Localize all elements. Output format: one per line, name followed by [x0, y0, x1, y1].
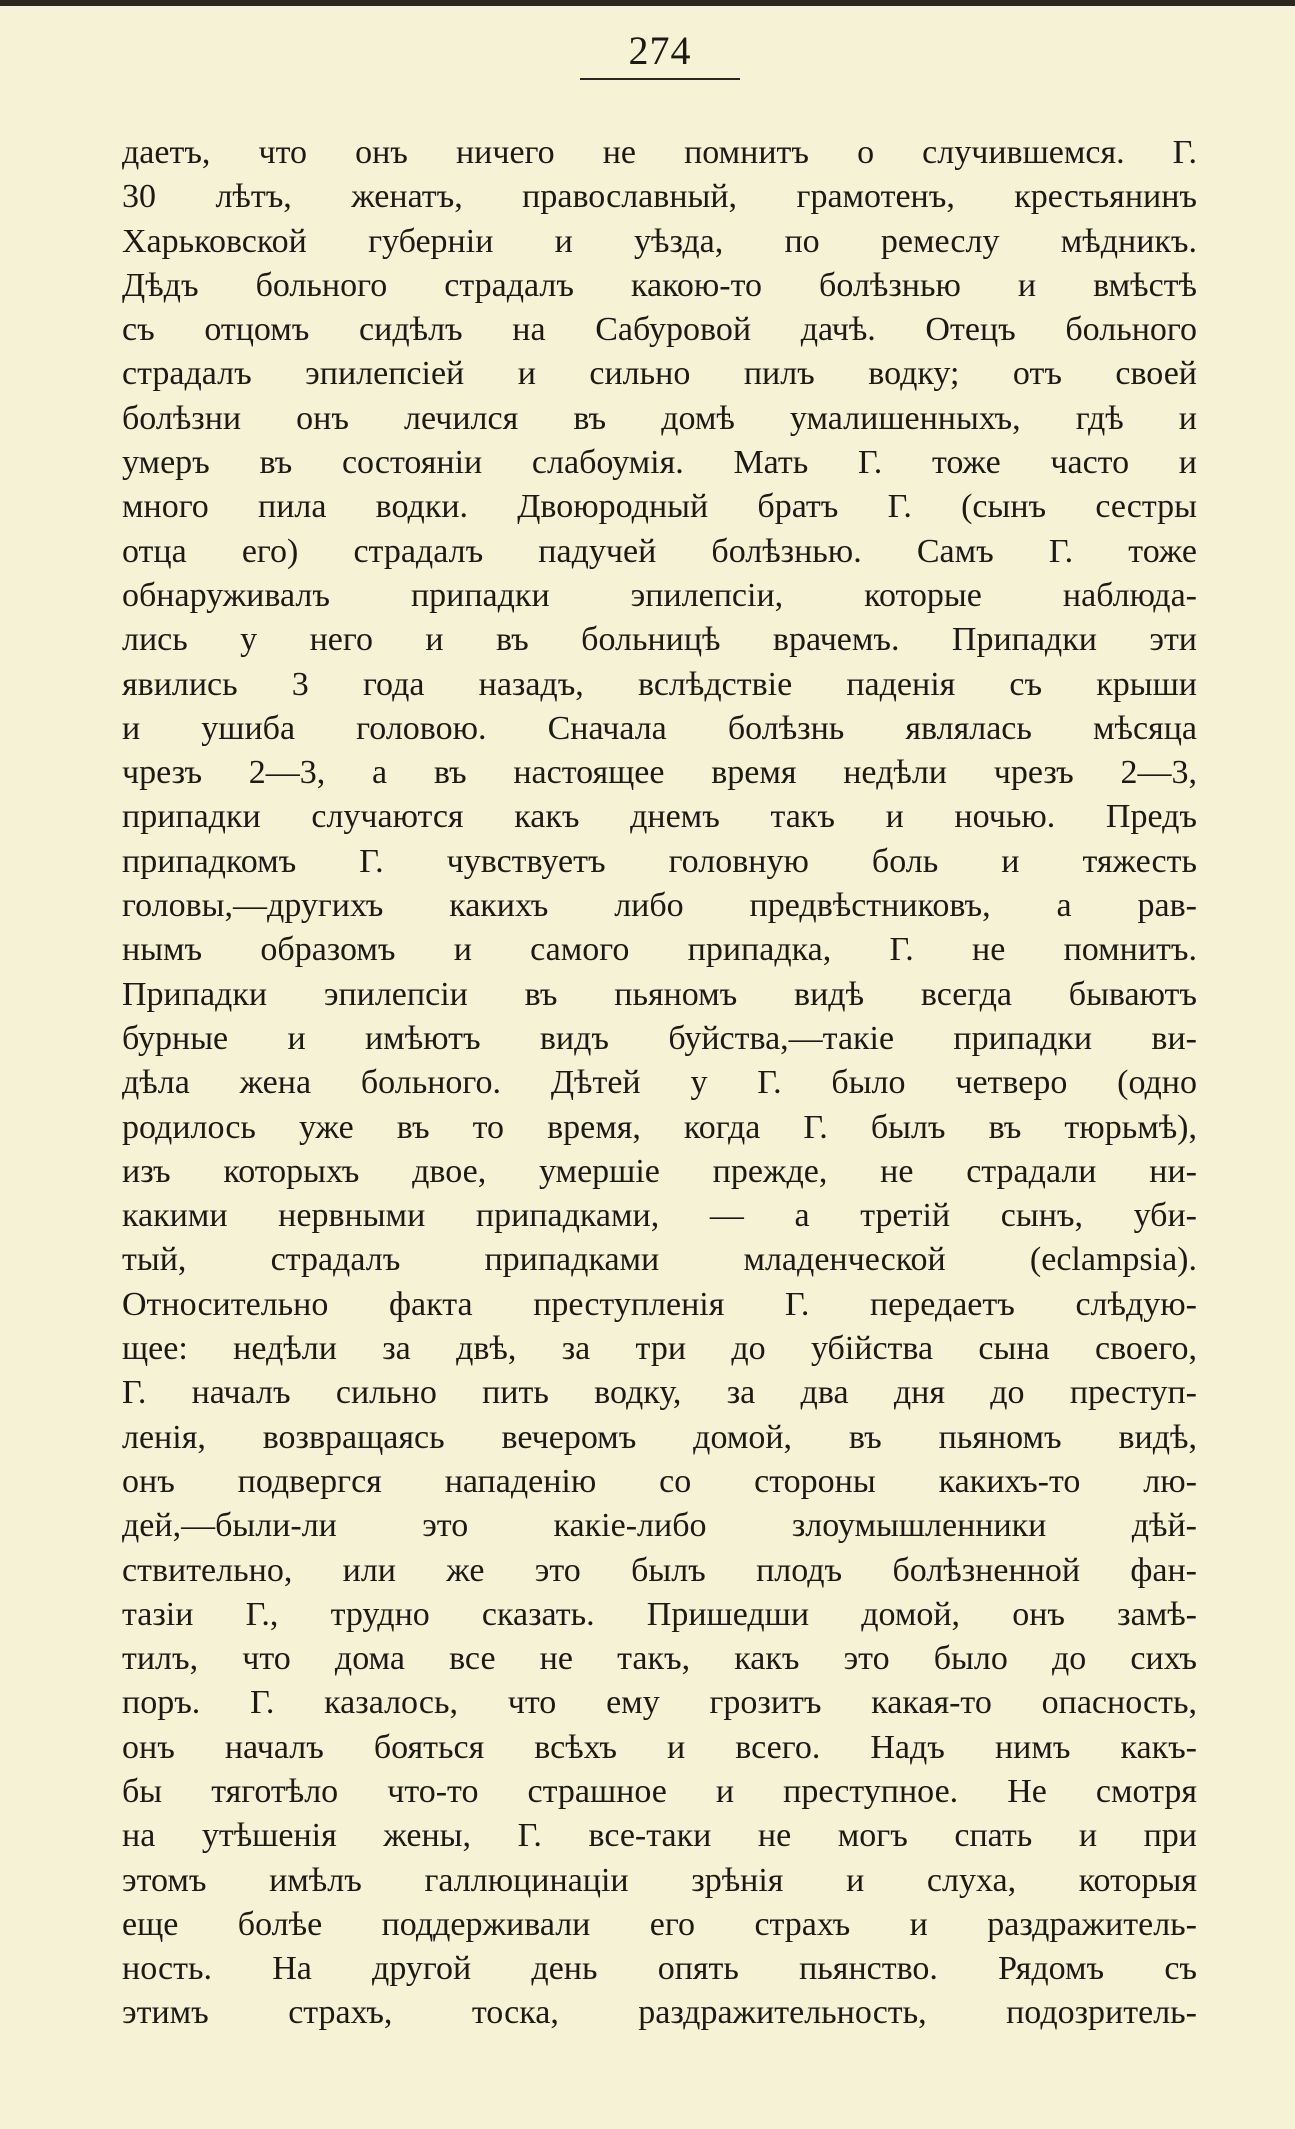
- text-line: ленія, возвращаясь вечеромъ домой, въ пьяномъ видѣ,: [122, 1418, 1197, 1456]
- text-line: ствительно, или же это былъ плодъ болѣзненной фан-: [122, 1551, 1197, 1589]
- text-line: щее: недѣли за двѣ, за три до убійства сына своего,: [122, 1330, 1197, 1368]
- page-number: 274: [628, 28, 692, 73]
- text-line: какими нервными припадками, — а третій сынъ, уби-: [122, 1197, 1197, 1235]
- text-line: отца его) страдалъ падучей болѣзнью. Самъ Г. тоже: [122, 532, 1197, 570]
- text-line: лись у него и въ больницѣ врачемъ. Припадки эти: [122, 621, 1197, 659]
- text-line: припадкомъ Г. чувствуетъ головную боль и тяжесть: [122, 842, 1197, 880]
- top-border-rule: [0, 0, 1295, 6]
- text-line: тилъ, что дома все не такъ, какъ это было до сихъ: [122, 1640, 1197, 1678]
- text-line: Г. началъ сильно пить водку, за два дня до преступ-: [122, 1374, 1197, 1412]
- text-line: дей,—были-ли это какіе-либо злоумышленники дѣй-: [122, 1507, 1197, 1545]
- text-line: этомъ имѣлъ галлюцинаціи зрѣнія и слуха, которыя: [122, 1861, 1197, 1899]
- text-line: Припадки эпилепсіи въ пьяномъ видѣ всегда бываютъ: [122, 975, 1197, 1013]
- text-line: даетъ, что онъ ничего не помнитъ о случившемся. Г.: [122, 134, 1197, 171]
- text-line: нымъ образомъ и самого припадка, Г. не помнитъ.: [122, 931, 1197, 969]
- text-line: тазіи Г., трудно сказать. Пришедши домой, онъ замѣ-: [122, 1595, 1197, 1633]
- text-line: страдалъ эпилепсіей и сильно пилъ водку; отъ своей: [122, 355, 1197, 393]
- text-line: Относительно факта преступленія Г. передаетъ слѣдую-: [122, 1285, 1197, 1323]
- text-line: головы,—другихъ какихъ либо предвѣстниковъ, а рав-: [122, 887, 1197, 925]
- text-line: явились 3 года назадъ, вслѣдствіе паденія съ крыши: [122, 665, 1197, 703]
- text-line: припадки случаются какъ днемъ такъ и ночью. Предъ: [122, 798, 1197, 836]
- text-line: на утѣшенія жены, Г. все-таки не могъ спать и при: [122, 1817, 1197, 1855]
- text-line: онъ началъ бояться всѣхъ и всего. Надъ нимъ какъ-: [122, 1728, 1197, 1766]
- text-line: много пила водки. Двоюродный братъ Г. (сынъ сестры: [122, 488, 1197, 526]
- text-line: чрезъ 2—3, а въ настоящее время недѣли чрезъ 2—3,: [122, 754, 1197, 792]
- text-line: съ отцомъ сидѣлъ на Сабуровой дачѣ. Отецъ больного: [122, 311, 1197, 349]
- text-line: болѣзни онъ лечился въ домѣ умалишенныхъ, гдѣ и: [122, 399, 1197, 437]
- text-line: Дѣдъ больного страдалъ какою-то болѣзнью и вмѣстѣ: [122, 266, 1197, 304]
- text-line: родилось уже въ то время, когда Г. былъ въ тюрьмѣ),: [122, 1108, 1197, 1146]
- text-line: тый, страдалъ припадками младенческой (eclampsia).: [122, 1241, 1197, 1279]
- text-line: ность. На другой день опять пьянство. Рядомъ съ: [122, 1950, 1197, 1988]
- text-line: онъ подвергся нападенію со стороны какихъ-то лю-: [122, 1462, 1197, 1500]
- text-line: и ушиба головою. Сначала болѣзнь являлась мѣсяца: [122, 709, 1197, 747]
- text-line: еще болѣе поддерживали его страхъ и раздражитель-: [122, 1905, 1197, 1943]
- text-line: обнаруживалъ припадки эпилепсіи, которые наблюда-: [122, 576, 1197, 614]
- text-line: Харьковской губерніи и уѣзда, по ремеслу мѣдникъ.: [122, 222, 1197, 260]
- text-line: изъ которыхъ двое, умершіе прежде, не страдали ни-: [122, 1152, 1197, 1190]
- text-line: умеръ въ состояніи слабоумія. Мать Г. тоже часто и: [122, 444, 1197, 482]
- page-number-underline: [580, 78, 740, 80]
- body-text: [122, 131, 1197, 2036]
- text-line: бы тяготѣло что-то страшное и преступное. Не смотря: [122, 1772, 1197, 1810]
- text-line: бурные и имѣютъ видъ буйства,—такіе припадки ви-: [122, 1019, 1197, 1057]
- text-line: 30 лѣтъ, женатъ, православный, грамотенъ, крестьянинъ: [122, 178, 1197, 216]
- text-line: поръ. Г. казалось, что ему грозитъ какая-то опасность,: [122, 1684, 1197, 1722]
- text-line: дѣла жена больного. Дѣтей у Г. было четверо (одно: [122, 1064, 1197, 1102]
- text-line: этимъ страхъ, тоска, раздражительность, подозритель-: [122, 1994, 1197, 2032]
